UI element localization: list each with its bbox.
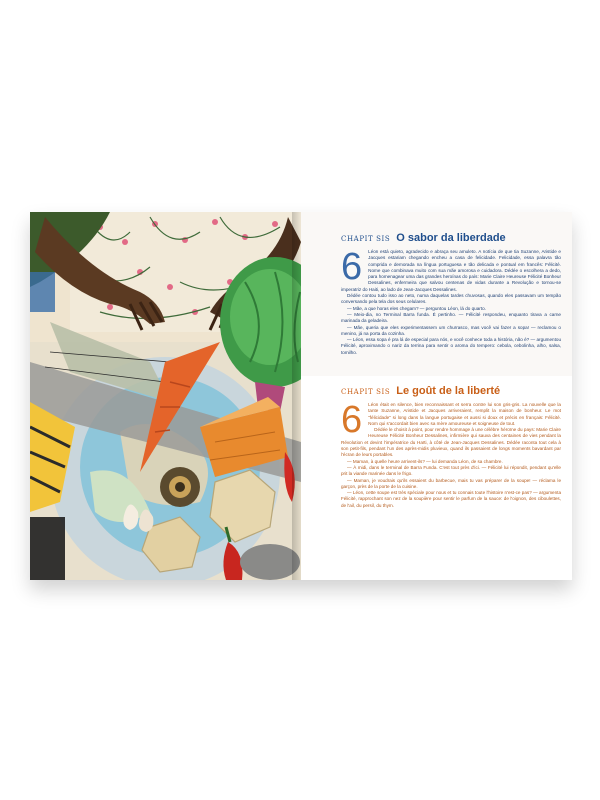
portuguese-section	[341, 232, 561, 356]
chapter-label: CHAPIT SIS	[341, 235, 391, 243]
spice-ball	[160, 467, 200, 507]
body-text	[341, 246, 561, 356]
chapter-label: CHAPIT SIS	[341, 388, 391, 396]
paragraph: — Léon, essa sopa é pra lá de especial para nós, e você conhece toda a história, não é? — argumentou Félicité, aproximando o nariz da terrina para sentir o aroma do tempero: cebola, cebolinha, alho, salsa, tomilho.	[341, 337, 561, 355]
text-page	[301, 212, 572, 580]
chapter-body	[341, 246, 561, 356]
chapter-body	[341, 399, 561, 509]
chapter-title: Le goût de la liberté	[396, 385, 501, 397]
french-section	[341, 385, 561, 509]
chapter-heading	[341, 232, 561, 244]
paragraph: Dédée le choisit à point, pour rendre hommage à une célèbre héroïne du pays: Marie Claire Heureuse Félicité Bonheur Dessalines, infirmière qui sauva des centaines de vies pendant la Révolution et devint l'impératrice du Haïti, à côté de Jean-Jacques Dessalines. Dédée raconta tout cela à son petit-fils, pendant l'un des après-midis pluvieux, quand ils passaient de longs moments bavardant par l'écran de leurs portables.	[341, 427, 561, 458]
illustration-page	[30, 212, 301, 580]
chapter-number-dropcap: 6	[341, 246, 363, 288]
paragraph: — Maman, je voudrais qu'ils essaient du barbecue, mais tu vas préparer de la soupe! — réclama le garçon, près de la porte de la cuisine.	[341, 477, 561, 489]
paragraph: — Meio-dia, no Terminal Barra funda. É pertinho. — Félicité respondeu, enquanto tirava a carne marinada da geladeira.	[341, 311, 561, 324]
paragraph: — Maman, à quelle heure arrivent-ils? — lui demanda Léon, de sa chambre.	[347, 458, 503, 464]
chapter-title: O sabor da liberdade	[396, 232, 506, 244]
paragraph: — Léon, cette soupe est très spéciale pour nous et tu connais toute l'histoire n'est-ce pas? — argumenta Félicité, rapprochant son nez de la soupière pour sentir le parfum de la sauce: de l'oignon, des ciboulettes, de l'ail, du persil, du thym.	[341, 490, 561, 508]
paragraph: Dédée contou tudo isso ao neto, numa daquelas tardes chuvosas, quando eles passavam um tempão conversando pela tela dos seus celulares.	[341, 293, 561, 305]
open-book-spread	[30, 212, 572, 580]
paragraph: — Mãe, a que horas eles chegam? — perguntou Léon, lá do quarto.	[347, 305, 486, 311]
paragraph: — À midi, dans le terminal de Barra Funda. C'est tout près d'ici. — Félicité lui répondit, pendant qu'elle prit la viande marinée dans le frigo.	[341, 464, 561, 477]
chapter-number-dropcap: 6	[341, 399, 363, 441]
paragraph: Léon está quieto, agradecido e abraça seu amuleto. A notícia de que tia Suzanne, Aristide e Jacques estariam chegando encheu a casa de felicidade. Felicidade, essa palavra tão comprida e demorada na língua portuguesa e tão delicada e pontual em francês: Félicité. Nome que combinava muito com sua mãe amorosa e cuidadora. Dédée o escolhera a dedo, para homenagear uma das grandes heroínas do país: Marie Claire Heureuse Félicité Bonheur Dessalines, enfermeira que salvou centenas de vidas durante a Revolução e tornou-se imperatriz do Haiti, ao lado de Jean-Jacques Dessalines.	[341, 249, 561, 292]
paragraph: Léon était en silence, bien reconnaissant et serra contre lui son gris-gris. La nouvelle que la tante Suzanne, Aristide et Jacques arriveraient, remplit la maison de bonheur. Le mot "félicidade" si long dans la langue portugaise et aussi si doux et précis en français: Félicité. Nom qui s'accordait bien avec sa mère amoureuse et soigneuse de tout.	[368, 402, 561, 426]
food-collage-illustration	[30, 212, 301, 580]
paragraph: — Mãe, queria que eles experimentassem um churrasco, mas você vai fazer a sopa! — reclamou o menino, já na porta da cozinha.	[341, 324, 561, 336]
body-text	[341, 399, 561, 509]
chapter-heading	[341, 385, 561, 397]
